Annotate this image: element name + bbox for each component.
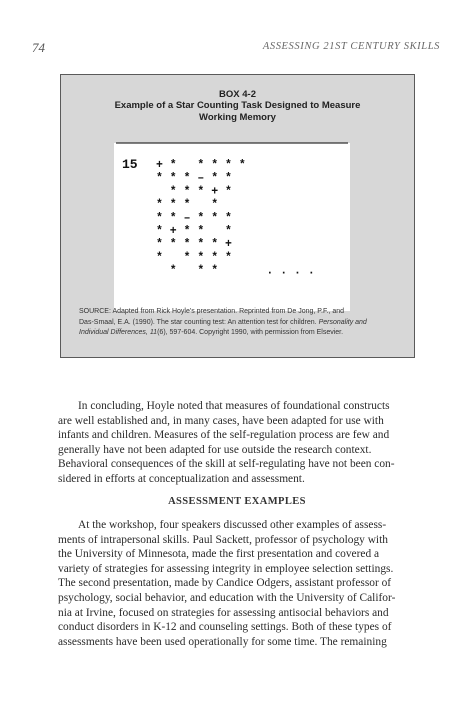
- source-text: Das-Smaal, E.A. (1990). The star counting test: An attention test for children.: [79, 318, 319, 326]
- text-line: At the workshop, four speakers discussed other examples of assess-: [78, 519, 387, 531]
- star-row: * + * * *: [156, 225, 232, 238]
- page-header: [32, 40, 440, 58]
- source-line-2: [79, 318, 396, 329]
- text-line: generally have not been adapted for use outside the research context.: [58, 443, 372, 456]
- figure-source: [79, 307, 396, 339]
- source-line-3: [79, 328, 396, 339]
- text-line: The second presentation, made by Candice Odgers, assistant professor of: [58, 577, 392, 590]
- star-row: * * * * *: [156, 251, 232, 265]
- text-line: Behavioral consequences of the skill at self-regulating have not been con-: [58, 458, 395, 471]
- star-row: * * – * * *: [156, 211, 232, 225]
- section-heading: ASSESSMENT EXAMPLES: [168, 496, 306, 507]
- text-line: conduct disorders in K-12 and counseling settings. Both of these types of: [58, 621, 392, 634]
- text-line: In concluding, Hoyle noted that measures of foundational constructs: [78, 400, 390, 412]
- running-head: ASSESSING 21ST CENTURY SKILLS: [262, 41, 440, 52]
- text-line: variety of strategies for assessing integrity in employee selection settings.: [58, 562, 394, 575]
- page-number: 74: [32, 40, 45, 55]
- text-line: the University of Minnesota, made the first presentation and covered a: [58, 548, 380, 561]
- start-number: 15: [122, 157, 138, 172]
- star-row: * * * * * +: [156, 238, 232, 252]
- text-line: ments of intrapersonal skills. Paul Sackett, professor of psychology with: [58, 533, 388, 546]
- box-label: BOX 4-2: [219, 89, 256, 100]
- source-citation: (6), 597-604. Copyright 1990, with permission from Elsevier.: [157, 329, 344, 336]
- star-row: * * * – * *: [156, 172, 232, 186]
- journal-title-cont: Individual Differences, 11: [79, 329, 158, 336]
- star-row: * * * *: [156, 198, 219, 212]
- box-title: Example of a Star Counting Task Designed to Measure Working Memory: [114, 100, 361, 123]
- text-line: are well established and, in many cases, have been adapted for use with: [58, 414, 384, 427]
- box-4-2: [60, 74, 415, 358]
- text-line: psychology, social behavior, and education with the University of Califor-: [58, 591, 396, 604]
- text-line: sidered in efforts at conceptualization and assessment.: [58, 472, 305, 485]
- text-line: infants and children. Measures of the self-regulation process are few and: [58, 429, 390, 442]
- text-line: assessments have been used operationally for some time. The remaining: [58, 635, 387, 648]
- star-rows: [156, 159, 315, 278]
- star-row: + * * * * *: [156, 159, 246, 172]
- journal-title: Personality and: [318, 318, 367, 326]
- star-row: * * * + *: [156, 185, 232, 199]
- source-line-1: SOURCE: Adapted from Rick Hoyle's presentation. Reprinted from De Jong, P.F., and: [79, 308, 344, 315]
- text-line: nia at Irvine, focused on strategies for assessing antisocial behaviors and: [58, 606, 389, 619]
- star-row: * * * . . . .: [156, 264, 315, 278]
- paragraph-assessment-examples: [58, 518, 416, 649]
- paragraph-conclusion: [58, 399, 416, 487]
